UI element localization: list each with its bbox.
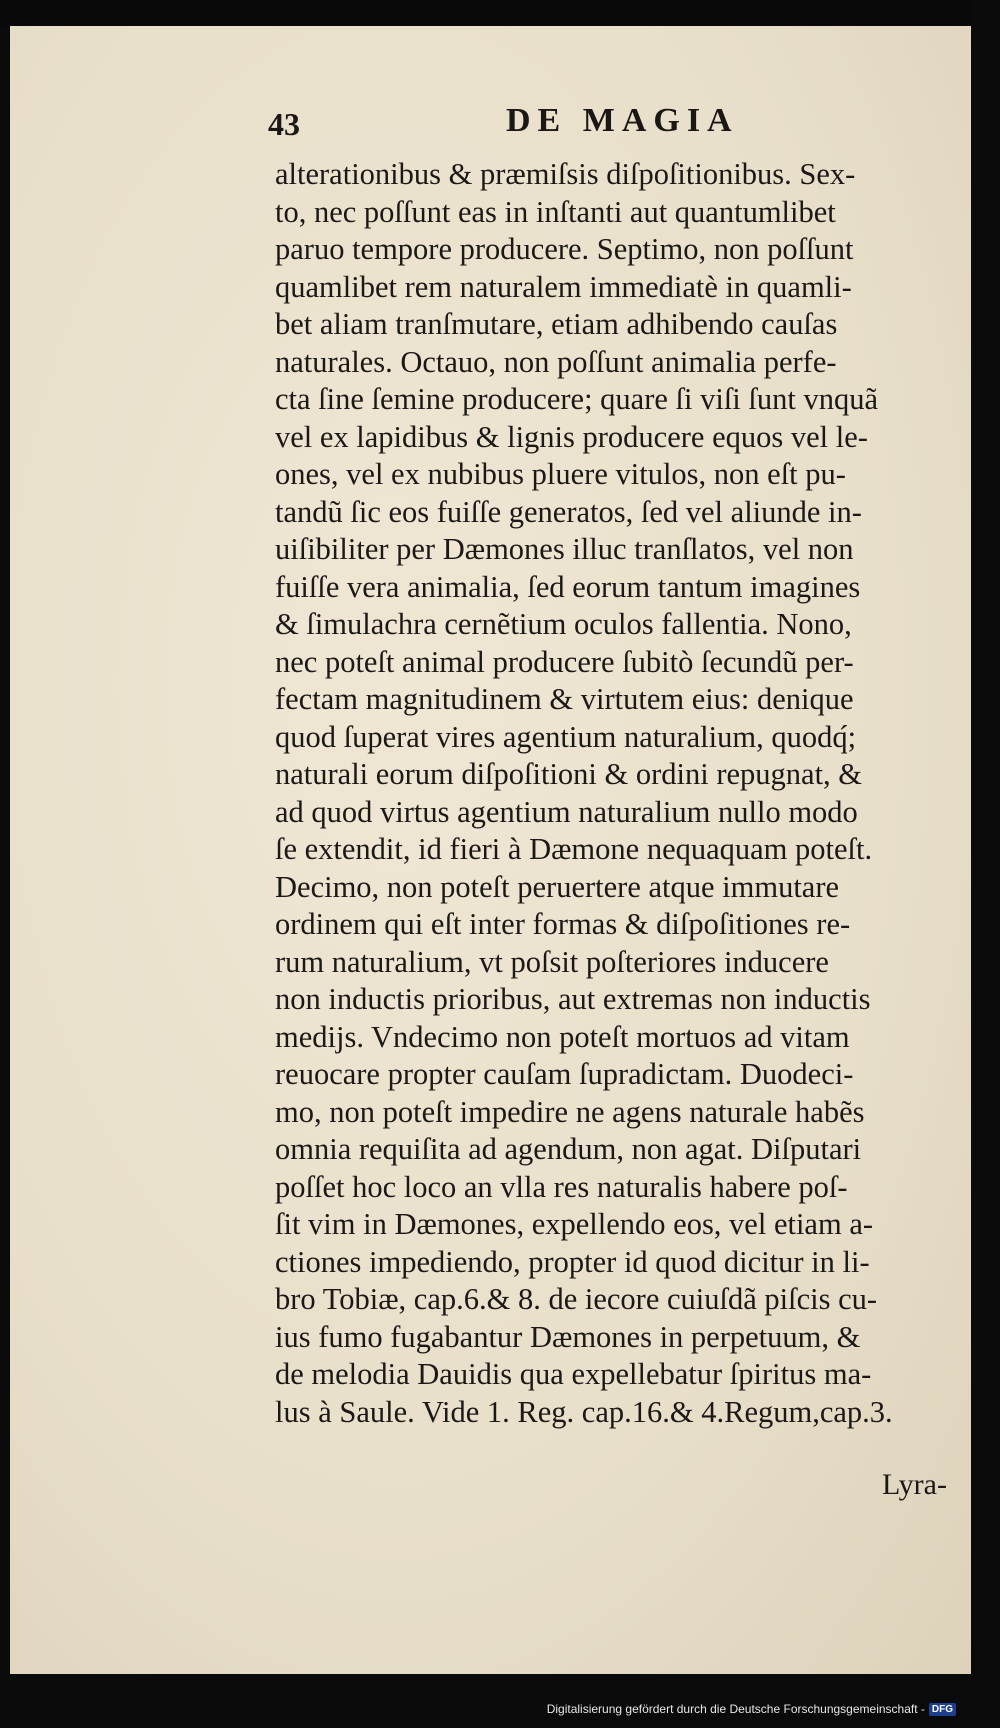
text-line: reuocare propter cauſam ſupradictam. Duodeci-: [275, 1057, 854, 1091]
text-line: poſſet hoc loco an vlla res naturalis habere poſ-: [275, 1169, 848, 1204]
text-line: ad quod virtus agentium naturalium nullo modo: [275, 794, 858, 829]
text-line: ordinem qui eſt inter formas & diſpoſitiones re-: [275, 907, 851, 941]
text-line: vel ex lapidibus & lignis producere equos vel le-: [275, 419, 868, 454]
text-line: quod ſuperat vires agentium naturalium, quodq́;: [275, 719, 857, 754]
credit-text: Digitalisierung gefördert durch die Deutsche Forschungsgemeinschaft -: [546, 1702, 925, 1716]
text-line: ſit vim in Dæmones, expellendo eos, vel etiam a-: [275, 1207, 874, 1241]
text-line: & ſimulachra cernẽtium oculos fallentia. Nono,: [275, 607, 852, 641]
text-line: fectam magnitudinem & virtutem eius: denique: [275, 682, 854, 716]
text-line: cta ſine ſemine producere; quare ſi viſi ſunt vnquã: [275, 382, 879, 416]
text-line: non inductis prioribus, aut extremas non inductis: [275, 982, 871, 1016]
text-line: bet aliam tranſmutare, etiam adhibendo cauſas: [275, 307, 838, 341]
text-line: alterationibus & præmiſsis diſpoſitionibus. Sex-: [275, 157, 856, 191]
scan-top-border: [0, 0, 1000, 26]
text-line: uiſibiliter per Dæmones illuc tranſlatos, vel non: [275, 532, 854, 566]
running-title: DE MAGIA: [506, 102, 739, 139]
text-line: naturali eorum diſpoſitioni & ordini repugnat, &: [275, 757, 863, 791]
body-text: [275, 156, 975, 1431]
page-number: 43: [268, 106, 300, 142]
text-line: nec poteſt animal producere ſubitò ſecundũ per-: [275, 644, 854, 679]
text-line: medijs. Vndecimo non poteſt mortuos ad vitam: [275, 1019, 850, 1054]
text-line: to, nec poſſunt eas in inſtanti aut quantumlibet: [275, 194, 836, 229]
text-line: tandũ ſic eos fuiſſe generatos, ſed vel aliunde in-: [275, 494, 862, 529]
digitization-credit: [547, 1702, 956, 1716]
text-line: lus à Saule. Vide 1. Reg. cap.16.& 4.Regum,cap.3.: [275, 1394, 893, 1429]
text-line: ctiones impediendo, propter id quod dicitur in li-: [275, 1244, 870, 1279]
text-line: quamlibet rem naturalem immediatè in quamli-: [275, 269, 852, 304]
page-header: [268, 96, 908, 146]
text-line: Decimo, non poteſt peruertere atque immutare: [275, 869, 840, 904]
text-line: de melodia Dauidis qua expellebatur ſpiritus ma-: [275, 1357, 872, 1391]
text-line: rum naturalium, vt poſsit poſteriores inducere: [275, 944, 829, 979]
text-line: ſe extendit, id fieri à Dæmone nequaquam poteſt.: [275, 832, 873, 866]
text-line: naturales. Octauo, non poſſunt animalia perfe-: [275, 344, 837, 379]
text-line: omnia requiſita ad agendum, non agat. Diſputari: [275, 1132, 862, 1166]
text-line: ius fumo fugabantur Dæmones in perpetuum, &: [275, 1319, 861, 1354]
text-line: ones, vel ex nubibus pluere vitulos, non eſt pu-: [275, 457, 846, 491]
text-line: bro Tobiæ, cap.6.& 8. de iecore cuiuſdã piſcis cu-: [275, 1282, 878, 1316]
catchword: Lyra-: [882, 1468, 947, 1501]
text-line: mo, non poteſt impedire ne agens naturale habẽs: [275, 1094, 865, 1129]
scan-right-border: [971, 0, 1000, 1728]
dfg-logo-icon: DFG: [929, 1703, 956, 1716]
text-line: paruo tempore producere. Septimo, non poſſunt: [275, 232, 854, 266]
text-line: fuiſſe vera animalia, ſed eorum tantum imagines: [275, 569, 861, 604]
